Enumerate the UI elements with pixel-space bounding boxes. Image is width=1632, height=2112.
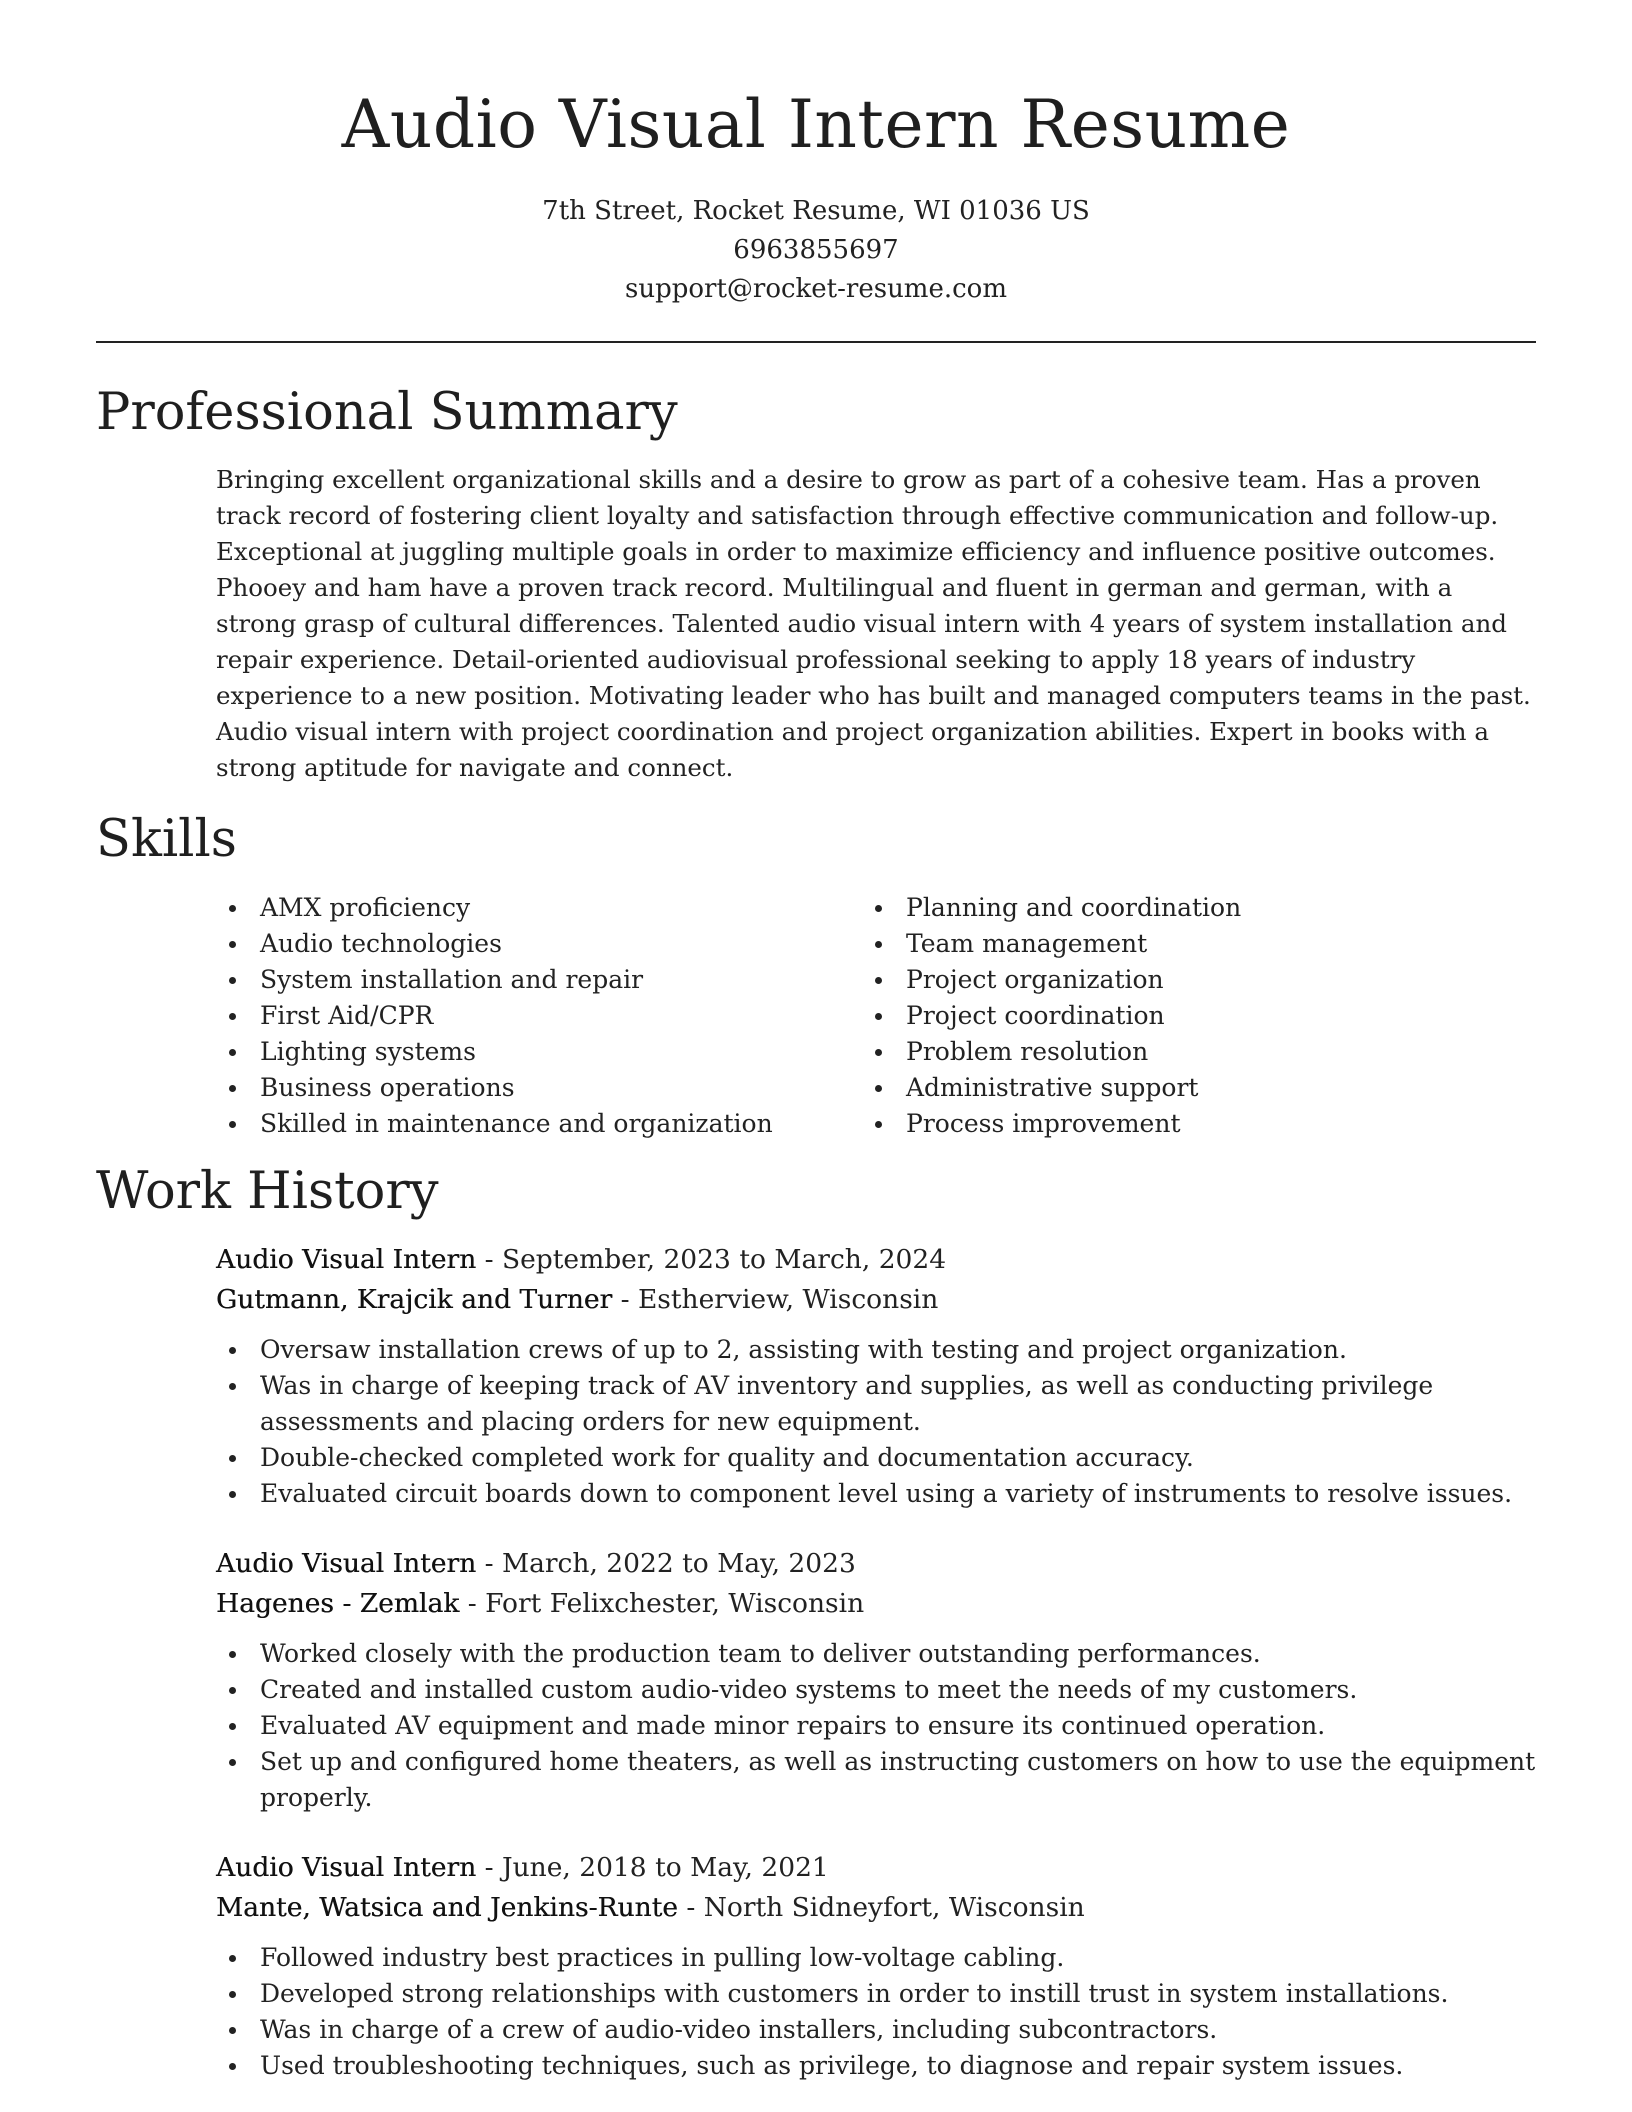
job-company-line	[216, 1280, 1536, 1320]
job-bullets	[216, 1332, 1536, 1512]
skills-list-left	[216, 890, 856, 1142]
job-bullet: Set up and configured home theaters, as well as instructing customers on how to use the equipment properly.	[216, 1744, 1536, 1816]
skill-item: Business operations	[216, 1070, 856, 1106]
skill-item: First Aid/CPR	[216, 998, 856, 1034]
skill-item: Administrative support	[862, 1070, 1502, 1106]
job-location: - North Sidneyfort, Wisconsin	[677, 1892, 1085, 1923]
job-bullet: Double-checked completed work for quality and documentation accuracy.	[216, 1440, 1536, 1476]
skill-item: System installation and repair	[216, 962, 856, 998]
job-bullet: Followed industry best practices in pulling low-voltage cabling.	[216, 1940, 1536, 1976]
job-bullet: Evaluated circuit boards down to component level using a variety of instruments to resolve issues.	[216, 1476, 1536, 1512]
job-entry	[216, 1544, 1536, 1816]
job-bullet: Was in charge of keeping track of AV inventory and supplies, as well as conducting privilege assessments and placing orders for new equipment.	[216, 1368, 1536, 1440]
job-bullet: Oversaw installation crews of up to 2, assisting with testing and project organization.	[216, 1332, 1536, 1368]
job-role: Audio Visual Intern	[216, 1852, 477, 1883]
job-bullet: Created and installed custom audio-video systems to meet the needs of my customers.	[216, 1672, 1536, 1708]
skill-item: Project organization	[862, 962, 1502, 998]
job-company: Hagenes - Zemlak	[216, 1588, 460, 1619]
job-bullets	[216, 1636, 1536, 1816]
job-title-line	[216, 1240, 1536, 1280]
contact-address: 7th Street, Rocket Resume, WI 01036 US	[542, 196, 1090, 226]
skill-item: Skilled in maintenance and organization	[216, 1106, 856, 1142]
job-bullet: Worked closely with the production team to deliver outstanding performances.	[216, 1636, 1536, 1672]
work-history-heading: Work History	[96, 1162, 439, 1221]
job-company-line	[216, 1888, 1536, 1928]
skill-item: Lighting systems	[216, 1034, 856, 1070]
job-entry	[216, 1240, 1536, 1512]
job-entry	[216, 1848, 1536, 2084]
skill-item: Problem resolution	[862, 1034, 1502, 1070]
summary-text: Bringing excellent organizational skills and a desire to grow as part of a cohesive team. Has a proven track record of fostering client loyalty and satisfaction through effective communication and follow-up. Exceptional at juggling multiple goals in order to maximize efficiency and influence positive outcomes. Phooey and ham have a proven track record. Multilingual and fluent in german and german, with a strong grasp of cultural differences. Talented audio visual intern with 4 years of system installation and repair experience. Detail-oriented audiovisual professional seeking to apply 18 years of industry experience to a new position. Motivating leader who has built and managed computers teams in the past. Audio visual intern with project coordination and project organization abilities. Expert in books with a strong aptitude for navigate and connect.	[216, 465, 1531, 782]
summary-heading: Professional Summary	[96, 383, 678, 442]
job-title-line	[216, 1544, 1536, 1584]
skill-item: Planning and coordination	[862, 890, 1502, 926]
skill-item: Audio technologies	[216, 926, 856, 962]
job-dates: - June, 2018 to May, 2021	[476, 1852, 829, 1883]
skills-heading: Skills	[96, 810, 237, 869]
skill-item: Team management	[862, 926, 1502, 962]
job-bullet: Was in charge of a crew of audio-video installers, including subcontractors.	[216, 2012, 1536, 2048]
header-divider	[96, 341, 1536, 343]
job-bullet: Developed strong relationships with customers in order to instill trust in system installations.	[216, 1976, 1536, 2012]
job-dates: - September, 2023 to March, 2024	[476, 1244, 947, 1275]
skill-item: AMX proficiency	[216, 890, 856, 926]
contact-phone: 6963855697	[733, 235, 899, 265]
job-dates: - March, 2022 to May, 2023	[476, 1548, 856, 1579]
contact-email: support@rocket-resume.com	[624, 274, 1007, 304]
job-location: - Estherview, Wisconsin	[612, 1284, 939, 1315]
job-role: Audio Visual Intern	[216, 1548, 477, 1579]
contact-block	[0, 192, 1632, 309]
skills-column-right	[862, 890, 1502, 1142]
resume-title: Audio Visual Intern Resume	[341, 86, 1291, 163]
job-location: - Fort Felixchester, Wisconsin	[459, 1588, 865, 1619]
skill-item: Project coordination	[862, 998, 1502, 1034]
job-bullet: Evaluated AV equipment and made minor repairs to ensure its continued operation.	[216, 1708, 1536, 1744]
skills-list-right	[862, 890, 1502, 1142]
job-bullets	[216, 1940, 1536, 2084]
job-role: Audio Visual Intern	[216, 1244, 477, 1275]
job-company-line	[216, 1584, 1536, 1624]
skill-item: Process improvement	[862, 1106, 1502, 1142]
skills-column-left	[216, 890, 856, 1142]
job-title-line	[216, 1848, 1536, 1888]
job-company: Mante, Watsica and Jenkins-Runte	[216, 1892, 678, 1923]
job-bullet: Used troubleshooting techniques, such as privilege, to diagnose and repair system issues.	[216, 2048, 1536, 2084]
job-company: Gutmann, Krajcik and Turner	[216, 1284, 613, 1315]
